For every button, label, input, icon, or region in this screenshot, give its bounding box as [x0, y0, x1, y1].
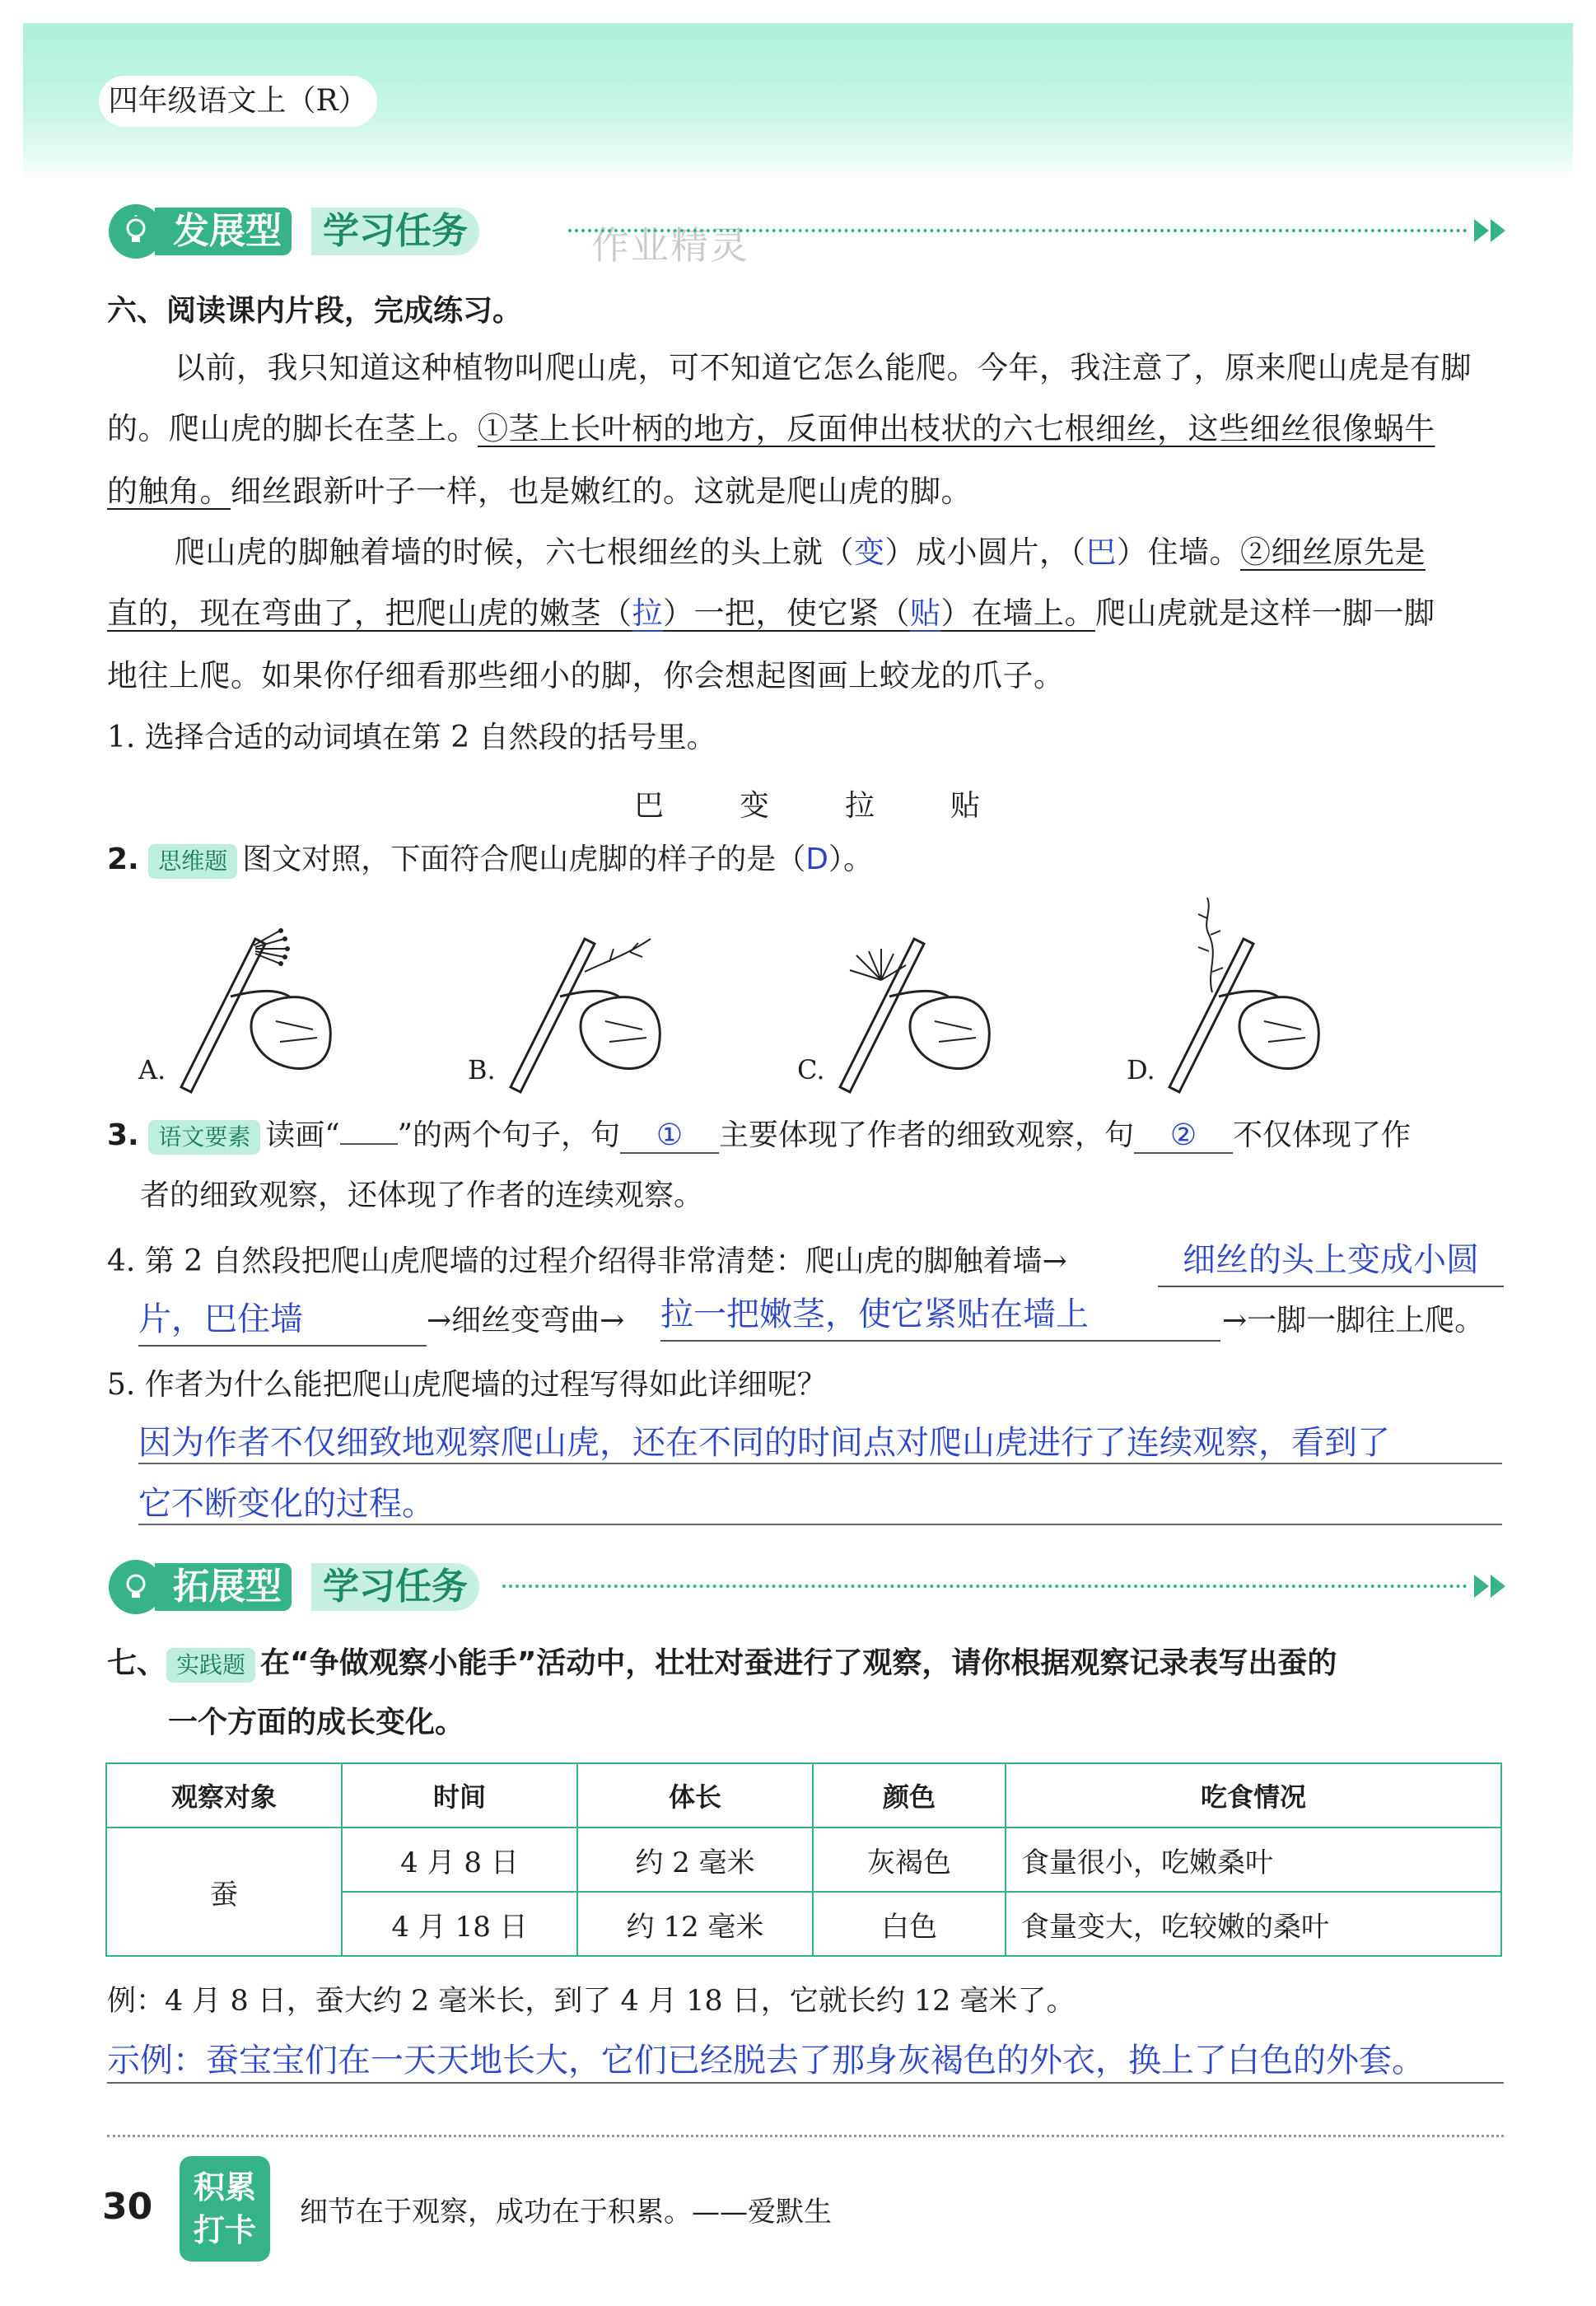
underlined-sentence-2: ②细丝原先是 — [1240, 534, 1426, 570]
q5-answer-line2: 它不断变化的过程。 — [138, 1485, 435, 1523]
q5-answer-line1: 因为作者不仅细致地观察爬山虎，还在不同的时间点对爬山虎进行了连续观察，看到了 — [138, 1424, 1390, 1462]
table-header: 体长 — [577, 1763, 813, 1828]
q3-line1 — [107, 1118, 1411, 1155]
double-arrow-icon — [1491, 1575, 1505, 1598]
banner-title: 拓展型 — [155, 1563, 292, 1611]
underlined-sentence-2: ）在墙上。 — [940, 595, 1095, 631]
answer-line — [107, 2082, 1504, 2084]
q3-text: 不仅体现了作 — [1233, 1118, 1412, 1152]
q7-line2: 一个方面的成长变化。 — [168, 1706, 465, 1739]
plant-option-b — [461, 906, 725, 1104]
q3-answer-1: ① — [620, 1119, 719, 1154]
table-cell-subject: 蚕 — [106, 1828, 342, 1956]
grade-label: 四年级语文上（R） — [99, 76, 377, 127]
table-row — [106, 1828, 1501, 1892]
para1-line2 — [107, 412, 1435, 446]
q7-tag: 实践题 — [166, 1648, 255, 1683]
plant-option-c — [791, 906, 1054, 1104]
underlined-sentence-1: ①茎上长叶柄的地方，反面伸出枝状的六七根细丝，这些细丝很像蜗牛 — [478, 411, 1435, 446]
para2-text: ）成小圆片，（ — [884, 534, 1086, 570]
q6-title: 六、阅读课内片段，完成练习。 — [107, 294, 523, 328]
option-label: D. — [1127, 1054, 1155, 1085]
q3-number: 3. — [107, 1118, 139, 1152]
page-number: 30 — [102, 2186, 153, 2228]
q5-text: 5. 作者为什么能把爬山虎爬墙的过程写得如此详细呢？ — [107, 1368, 827, 1402]
banner-subtitle: 学习任务 — [311, 1563, 479, 1611]
para1-line3 — [107, 474, 972, 509]
table-cell: 约 2 毫米 — [577, 1828, 813, 1892]
q4-answer-1b: 片，巴住墙 — [138, 1293, 427, 1347]
underline-sample — [340, 1118, 398, 1145]
table-cell: 4 月 8 日 — [342, 1828, 577, 1892]
q3-text: 主要体现了作者的细致观察，句 — [719, 1118, 1135, 1152]
q7-line1 — [107, 1647, 1337, 1683]
q3-text: ”的两个句子，句 — [397, 1118, 621, 1152]
q2-number: 2. — [107, 843, 139, 876]
q1-text: 1. 选择合适的动词填在第 2 自然段的括号里。 — [107, 721, 716, 754]
option-label: C. — [797, 1054, 825, 1085]
word-option: 巴 — [634, 789, 665, 823]
underlined-sentence-2: ）一把，使它紧（ — [663, 595, 910, 631]
badge-line1: 积累 — [193, 2169, 256, 2206]
q3-line2: 者的细致观察，还体现了作者的连续观察。 — [140, 1179, 704, 1212]
q3-text: 读画“ — [265, 1118, 340, 1152]
answer-blank-1: 变 — [854, 534, 885, 570]
q2-text: 图文对照，下面符合爬山虎脚的样子的是（ — [242, 843, 806, 876]
option-label: B. — [468, 1054, 496, 1085]
underlined-sentence-1-end: 的触角。 — [107, 474, 231, 509]
plant-option-a — [132, 906, 395, 1104]
q7-text: 在“争做观察小能手”活动中，壮壮对蚕进行了观察，请你根据观察记录表写出蚕的 — [260, 1646, 1337, 1680]
table-cell: 白色 — [813, 1892, 1006, 1956]
table-header: 观察对象 — [106, 1763, 342, 1828]
q4-answer-2: 拉一把嫩茎，使它紧贴在墙上 — [660, 1288, 1220, 1342]
para1-text: 的。爬山虎的脚长在茎上。 — [107, 411, 478, 446]
para2-text: ）住墙。 — [1117, 534, 1240, 570]
para2-line2 — [107, 596, 1435, 631]
footer-quote: 细节在于观察，成功在于积累。——爱默生 — [300, 2196, 832, 2229]
table-cell: 约 12 毫米 — [577, 1892, 813, 1956]
option-label: A. — [138, 1054, 166, 1085]
double-arrow-icon — [1474, 219, 1489, 242]
q4-text: →一脚一脚往上爬。 — [1222, 1304, 1485, 1337]
q3-tag: 语文要素 — [148, 1120, 260, 1155]
q4-answer-1a: 细丝的头上变成小圆 — [1158, 1234, 1504, 1287]
answer-blank-2: 巴 — [1085, 534, 1117, 570]
word-option: 变 — [739, 789, 769, 823]
table-cell: 灰褐色 — [813, 1828, 1006, 1892]
para2-line1 — [175, 535, 1426, 570]
answer-blank-4: 贴 — [910, 595, 941, 631]
para2-text: 爬山虎就是这样一脚一脚 — [1095, 595, 1435, 631]
banner-subtitle: 学习任务 — [311, 208, 479, 255]
table-header: 颜色 — [813, 1763, 1006, 1828]
q4-text: 4. 第 2 自然段把爬山虎爬墙的过程介绍得非常清楚：爬山虎的脚触着墙→ — [107, 1244, 1067, 1278]
q1-word-bank — [634, 782, 980, 824]
table-header: 吃食情况 — [1006, 1763, 1501, 1828]
word-option: 贴 — [950, 789, 980, 823]
q3-answer-2: ② — [1134, 1119, 1233, 1154]
plant-options — [132, 906, 1367, 1104]
answer-line — [138, 1524, 1502, 1525]
table-header: 时间 — [342, 1763, 577, 1828]
example-text: 例：4 月 8 日，蚕大约 2 毫米长，到了 4 月 18 日，它就长约 12 毫米了。 — [107, 1985, 1076, 2018]
q2-line — [107, 843, 873, 879]
double-arrow-icon — [1491, 219, 1505, 242]
table-cell: 4 月 18 日 — [342, 1892, 577, 1956]
section-banner-develop — [109, 204, 570, 259]
watermark: 作业精灵 — [591, 223, 749, 268]
table-cell: 食量很小，吃嫩桑叶 — [1006, 1828, 1501, 1892]
para1-line1: 以前，我只知道这种植物叫爬山虎，可不知道它怎么能爬。今年，我注意了，原来爬山虎是有脚 — [175, 350, 1472, 385]
banner-dotted-line — [568, 229, 1468, 232]
plant-option-d — [1120, 889, 1384, 1104]
footer-divider — [107, 2135, 1504, 2137]
para2-text: 爬山虎的脚触着墙的时候，六七根细丝的头上就（ — [175, 534, 854, 570]
table-header-row — [106, 1763, 1501, 1828]
answer-blank-3: 拉 — [632, 595, 663, 631]
banner-title: 发展型 — [155, 208, 292, 255]
word-option: 拉 — [844, 789, 875, 823]
answer-line — [138, 1463, 1502, 1464]
q2-tag: 思维题 — [148, 844, 237, 879]
underlined-sentence-2: 直的，现在弯曲了，把爬山虎的嫩茎（ — [107, 595, 632, 631]
q7-number: 七、 — [107, 1646, 167, 1680]
banner-dotted-line — [502, 1585, 1468, 1588]
observation-table — [105, 1762, 1502, 1957]
q2-answer: D — [805, 843, 828, 876]
table-cell: 食量变大，吃较嫩的桑叶 — [1006, 1892, 1501, 1956]
double-arrow-icon — [1474, 1575, 1489, 1598]
q7-answer: 示例：蚕宝宝们在一天天地长大，它们已经脱去了那身灰褐色的外衣，换上了白色的外套。 — [107, 2042, 1425, 2080]
section-banner-extend — [109, 1560, 570, 1614]
footer-badge — [180, 2156, 270, 2262]
para1-text: 细丝跟新叶子一样，也是嫩红的。这就是爬山虎的脚。 — [231, 474, 972, 509]
badge-line2: 打卡 — [193, 2212, 256, 2248]
para2-line3: 地往上爬。如果你仔细看那些细小的脚，你会想起图画上蛟龙的爪子。 — [107, 658, 1065, 693]
q4-text: →细丝变弯曲→ — [427, 1304, 625, 1337]
q2-text: ）。 — [828, 843, 873, 876]
